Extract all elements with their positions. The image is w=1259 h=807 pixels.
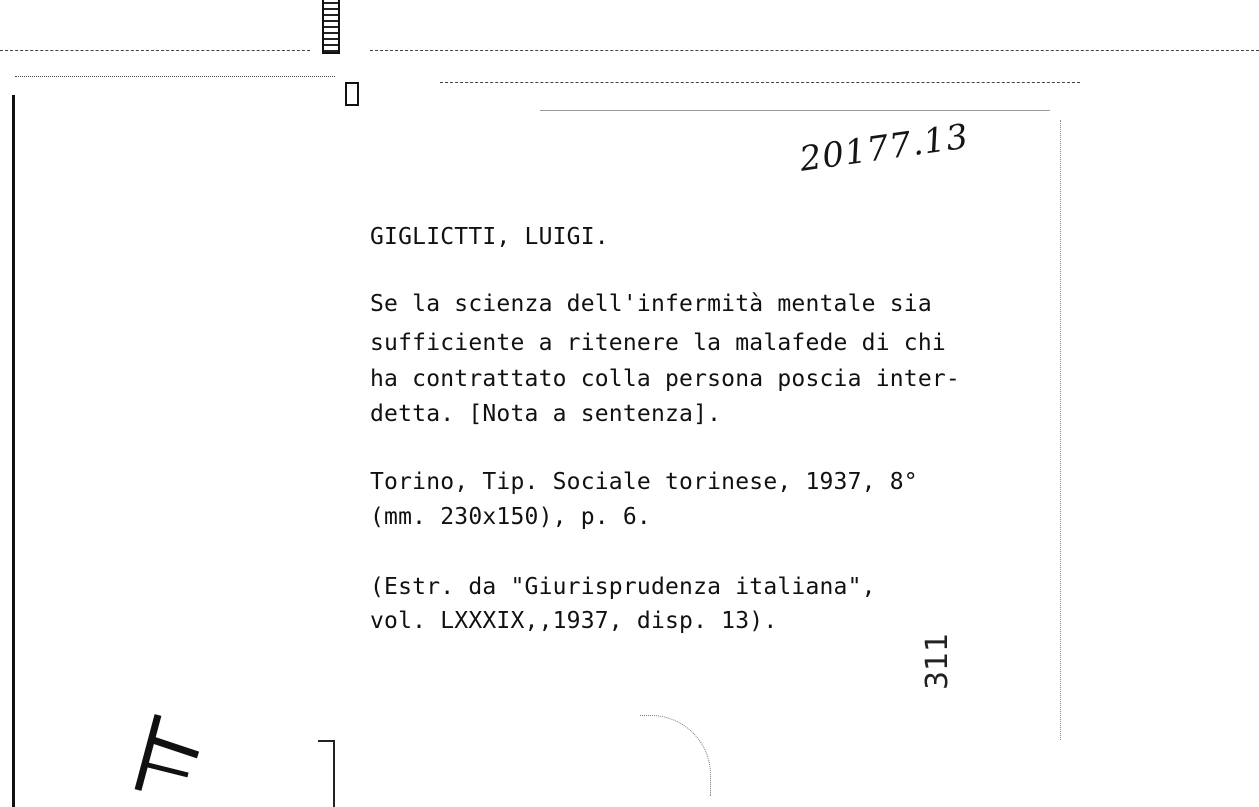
top-border-line-lower: [440, 82, 1080, 83]
corner-mark: [333, 740, 335, 807]
title-line: sufficiente a ritenere la malafede di chi: [370, 330, 946, 356]
imprint-line: Torino, Tip. Sociale torinese, 1937, 8°: [370, 469, 918, 495]
shelfmark: 20177.13: [797, 116, 972, 180]
stamp-number: 311: [920, 632, 955, 690]
top-border-line-lower: [15, 76, 335, 77]
binding-clip-mark: [345, 82, 359, 106]
binding-clip-mark: [322, 0, 340, 54]
card-right-edge: [1060, 120, 1061, 740]
corner-mark: [318, 740, 334, 742]
header-rule: [540, 110, 1050, 111]
card-left-edge: [12, 95, 15, 807]
imprint-line: (mm. 230x150), p. 6.: [370, 504, 651, 530]
top-border-line: [370, 50, 1259, 51]
title-line: Se la scienza dell'infermità mentale sia: [370, 291, 932, 317]
title-line: ha contrattato colla persona poscia inter-: [370, 366, 960, 392]
handwritten-mark: [128, 710, 218, 800]
title-line: detta. [Nota a sentenza].: [370, 401, 722, 427]
note-line: vol. LXXXIX,,1937, disp. 13).: [370, 608, 778, 634]
author-heading: GIGLICTTI, LUIGI.: [370, 224, 609, 250]
top-border-line: [0, 50, 310, 51]
note-line: (Estr. da "Giurisprudenza italiana",: [370, 574, 876, 600]
paper-smudge: [640, 715, 711, 796]
